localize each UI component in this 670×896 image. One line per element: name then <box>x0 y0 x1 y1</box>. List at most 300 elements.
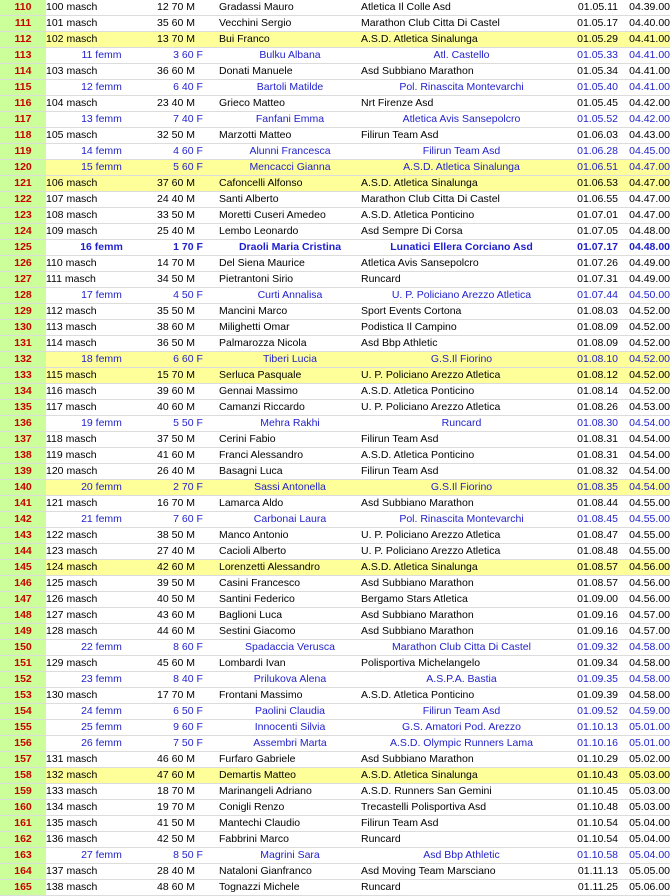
category-cell: 40 60 M <box>157 401 195 413</box>
pace-cell: 04.50.00 <box>629 289 670 301</box>
pace-cell: 04.58.00 <box>629 689 670 701</box>
pace-cell: 04.57.00 <box>629 609 670 621</box>
gender-rank-cell: 13 femm <box>81 113 122 125</box>
gender-rank-cell: 113 masch <box>46 321 97 333</box>
position-cell: 129 <box>0 304 46 320</box>
athlete-name-cell: Fabbrini Marco <box>219 833 290 845</box>
athlete-name-cell: Santini Federico <box>219 593 295 605</box>
club-cell: Filirun Team Asd <box>361 433 439 445</box>
gender-rank-cell: 127 masch <box>46 609 98 621</box>
position-cell: 114 <box>0 64 46 80</box>
category-cell: 4 60 F <box>173 145 203 157</box>
athlete-name-cell: Milighetti Omar <box>219 321 290 333</box>
club-cell: A.S.D. Atletica Ponticino <box>361 689 475 701</box>
time-cell: 01.10.13 <box>577 721 618 733</box>
athlete-name-cell: Casini Francesco <box>219 577 301 589</box>
pace-cell: 04.48.00 <box>629 241 670 253</box>
gender-rank-cell: 17 femm <box>81 289 122 301</box>
gender-rank-cell: 24 femm <box>81 705 122 717</box>
time-cell: 01.05.33 <box>577 49 618 61</box>
table-row <box>0 80 670 96</box>
gender-rank-cell: 100 masch <box>46 1 98 13</box>
position-cell: 137 <box>0 432 46 448</box>
gender-rank-cell: 136 masch <box>46 833 98 845</box>
club-cell: Asd Subbiano Marathon <box>361 497 474 509</box>
position-cell: 148 <box>0 608 46 624</box>
time-cell: 01.10.54 <box>577 817 618 829</box>
position-cell: 130 <box>0 320 46 336</box>
table-row <box>0 256 670 272</box>
time-cell: 01.09.00 <box>577 593 618 605</box>
athlete-name-cell: Lorenzetti Alessandro <box>219 560 361 576</box>
time-cell: 01.08.09 <box>577 321 618 333</box>
pace-cell: 04.52.00 <box>629 321 670 333</box>
table-row <box>0 128 670 144</box>
club-cell: Polisportiva Michelangelo <box>361 657 481 669</box>
pace-cell: 05.04.00 <box>629 849 670 861</box>
club-cell: U. P. Policiano Arezzo Atletica <box>361 529 501 541</box>
athlete-name-cell: Basagni Luca <box>219 465 283 477</box>
athlete-name-cell: Furfaro Gabriele <box>219 753 296 765</box>
gender-rank-cell: 137 masch <box>46 865 98 877</box>
club-cell: G.S.Il Fiorino <box>361 480 562 496</box>
club-cell: G.S. Amatori Pod. Arezzo <box>401 721 522 733</box>
category-cell: 14 70 M <box>157 257 195 269</box>
time-cell: 01.06.53 <box>562 176 618 192</box>
time-cell: 01.08.45 <box>577 513 618 525</box>
club-cell: U. P. Policiano Arezzo Atletica <box>391 289 532 301</box>
gender-rank-cell: 131 masch <box>46 753 98 765</box>
position-cell: 123 <box>0 208 46 224</box>
position-cell: 111 <box>0 16 46 32</box>
club-cell: U. P. Policiano Arezzo Atletica <box>361 545 501 557</box>
table-row <box>0 848 670 864</box>
time-cell: 01.06.28 <box>577 145 618 157</box>
club-cell: Runcard <box>361 881 401 893</box>
time-cell: 01.08.03 <box>577 305 618 317</box>
pace-cell: 04.55.00 <box>629 545 670 557</box>
pace-cell: 04.53.00 <box>629 401 670 413</box>
category-cell: 6 40 F <box>173 81 203 93</box>
position-cell: 118 <box>0 128 46 144</box>
club-cell: Filirun Team Asd <box>422 145 501 157</box>
category-cell: 7 50 F <box>173 737 203 749</box>
pace-cell: 05.05.00 <box>629 865 670 877</box>
time-cell: 01.07.01 <box>577 209 618 221</box>
time-cell: 01.05.11 <box>577 1 618 13</box>
pace-cell: 04.41.00 <box>629 65 670 77</box>
gender-rank-cell: 116 masch <box>46 385 97 397</box>
gender-rank-cell: 21 femm <box>81 513 122 525</box>
club-cell: Asd Subbiano Marathon <box>361 625 474 637</box>
table-row <box>0 864 670 880</box>
category-cell: 33 50 M <box>157 209 195 221</box>
time-cell: 01.05.17 <box>577 17 618 29</box>
athlete-name-cell: Serluca Pasquale <box>219 368 361 384</box>
pace-cell: 04.52.00 <box>618 368 670 384</box>
club-cell: Trecastelli Polisportiva Asd <box>361 801 487 813</box>
table-row <box>0 208 670 224</box>
category-cell: 44 60 M <box>157 625 195 637</box>
gender-rank-cell: 122 masch <box>46 529 98 541</box>
time-cell: 01.08.30 <box>577 417 618 429</box>
time-cell: 01.09.39 <box>577 689 618 701</box>
time-cell: 01.07.31 <box>577 273 618 285</box>
time-cell: 01.08.44 <box>577 497 618 509</box>
gender-rank-cell: 115 masch <box>46 368 157 384</box>
pace-cell: 04.49.00 <box>629 257 670 269</box>
table-row <box>0 832 670 848</box>
position-cell: 141 <box>0 496 46 512</box>
club-cell: Atletica Avis Sansepolcro <box>361 257 479 269</box>
athlete-name-cell: Moretti Cuseri Amedeo <box>219 209 326 221</box>
pace-cell: 04.58.00 <box>629 673 670 685</box>
table-row <box>0 16 670 32</box>
table-row <box>0 560 670 576</box>
club-cell: Bergamo Stars Atletica <box>361 593 468 605</box>
table-row <box>0 448 670 464</box>
pace-cell: 04.58.00 <box>629 657 670 669</box>
category-cell: 42 50 M <box>157 833 195 845</box>
gender-rank-cell: 11 femm <box>81 49 122 61</box>
category-cell: 45 60 M <box>157 657 195 669</box>
table-row <box>0 400 670 416</box>
time-cell: 01.08.57 <box>577 577 618 589</box>
athlete-name-cell: Assembri Marta <box>253 737 327 749</box>
pace-cell: 04.41.00 <box>629 49 670 61</box>
table-row <box>0 432 670 448</box>
table-row <box>0 512 670 528</box>
gender-rank-cell: 103 masch <box>46 65 98 77</box>
club-cell: Filirun Team Asd <box>361 129 439 141</box>
pace-cell: 04.41.00 <box>629 81 670 93</box>
table-row <box>0 464 670 480</box>
position-cell: 145 <box>0 560 46 576</box>
athlete-name-cell: Mencacci Gianna <box>219 160 361 176</box>
club-cell: A.S.D. Atletica Ponticino <box>361 385 475 397</box>
position-cell: 115 <box>0 80 46 96</box>
club-cell: Filirun Team Asd <box>361 465 439 477</box>
time-cell: 01.10.48 <box>577 801 618 813</box>
athlete-name-cell: Tiberi Lucia <box>219 352 361 368</box>
category-cell: 26 40 M <box>157 465 195 477</box>
athlete-name-cell: Magrini Sara <box>260 849 320 861</box>
table-row <box>0 384 670 400</box>
position-cell: 121 <box>0 176 46 192</box>
position-cell: 128 <box>0 288 46 304</box>
category-cell: 47 60 M <box>157 768 219 784</box>
club-cell: Runcard <box>361 273 401 285</box>
pace-cell: 04.47.00 <box>618 160 670 176</box>
position-cell: 160 <box>0 800 46 816</box>
gender-rank-cell: 16 femm <box>80 241 123 253</box>
table-row <box>0 0 670 16</box>
table-row <box>0 304 670 320</box>
pace-cell: 04.54.00 <box>629 449 670 461</box>
table-row <box>0 288 670 304</box>
time-cell: 01.07.26 <box>577 257 618 269</box>
club-cell: Atletica Avis Sansepolcro <box>402 113 521 125</box>
gender-rank-cell: 121 masch <box>46 497 98 509</box>
club-cell: A.S.D. Runners San Gemini <box>361 785 492 797</box>
athlete-name-cell: Camanzi Riccardo <box>219 401 305 413</box>
pace-cell: 05.06.00 <box>629 881 670 893</box>
club-cell: Runcard <box>361 833 401 845</box>
time-cell: 01.07.17 <box>577 241 618 253</box>
pace-cell: 04.39.00 <box>629 1 670 13</box>
table-row <box>0 336 670 352</box>
category-cell: 46 60 M <box>157 753 195 765</box>
club-cell: A.S.D. Atletica Ponticino <box>361 449 475 461</box>
category-cell: 17 70 M <box>157 689 195 701</box>
athlete-name-cell: Spadaccia Verusca <box>245 641 335 653</box>
position-cell: 164 <box>0 864 46 880</box>
time-cell: 01.06.51 <box>562 160 618 176</box>
position-cell: 136 <box>0 416 46 432</box>
time-cell: 01.08.31 <box>577 449 618 461</box>
time-cell: 01.10.43 <box>562 768 618 784</box>
table-row <box>0 96 670 112</box>
gender-rank-cell: 118 masch <box>46 433 97 445</box>
athlete-name-cell: Santi Alberto <box>219 193 279 205</box>
time-cell: 01.08.09 <box>577 337 618 349</box>
position-cell: 119 <box>0 144 46 160</box>
category-cell: 4 50 F <box>173 289 203 301</box>
table-row <box>0 608 670 624</box>
table-row <box>0 592 670 608</box>
club-cell: A.S.D. Atletica Sinalunga <box>361 32 562 48</box>
position-cell: 165 <box>0 880 46 896</box>
gender-rank-cell: 19 femm <box>81 417 122 429</box>
gender-rank-cell: 27 femm <box>81 849 122 861</box>
table-row <box>0 320 670 336</box>
gender-rank-cell: 134 masch <box>46 801 98 813</box>
gender-rank-cell: 129 masch <box>46 657 98 669</box>
position-cell: 110 <box>0 0 46 16</box>
time-cell: 01.05.45 <box>577 97 618 109</box>
athlete-name-cell: Tognazzi Michele <box>219 881 300 893</box>
pace-cell: 04.54.00 <box>629 417 670 429</box>
athlete-name-cell: Alunni Francesca <box>249 145 331 157</box>
pace-cell: 04.42.00 <box>629 97 670 109</box>
club-cell: Asd Moving Team Marsciano <box>361 865 496 877</box>
category-cell: 16 70 M <box>157 497 195 509</box>
club-cell: Filirun Team Asd <box>422 705 501 717</box>
pace-cell: 04.52.00 <box>629 337 670 349</box>
time-cell: 01.11.13 <box>577 865 618 877</box>
gender-rank-cell: 124 masch <box>46 560 157 576</box>
athlete-name-cell: Vecchini Sergio <box>219 17 292 29</box>
table-row <box>0 816 670 832</box>
position-cell: 154 <box>0 704 46 720</box>
time-cell: 01.07.05 <box>577 225 618 237</box>
gender-rank-cell: 14 femm <box>81 145 122 157</box>
category-cell: 8 40 F <box>173 673 203 685</box>
time-cell: 01.08.12 <box>562 368 618 384</box>
position-cell: 152 <box>0 672 46 688</box>
athlete-name-cell: Bartoli Matilde <box>256 81 324 93</box>
athlete-name-cell: Mantechi Claudio <box>219 817 301 829</box>
pace-cell: 04.42.00 <box>629 113 670 125</box>
athlete-name-cell: Frontani Massimo <box>219 689 303 701</box>
pace-cell: 05.01.00 <box>629 737 670 749</box>
category-cell: 38 60 M <box>157 321 195 333</box>
time-cell: 01.06.03 <box>577 129 618 141</box>
category-cell: 3 60 F <box>173 49 203 61</box>
gender-rank-cell: 106 masch <box>46 176 157 192</box>
club-cell: Asd Subbiano Marathon <box>361 609 474 621</box>
category-cell: 13 70 M <box>157 32 219 48</box>
table-row <box>0 544 670 560</box>
time-cell: 01.05.52 <box>577 113 618 125</box>
category-cell: 18 70 M <box>157 785 195 797</box>
athlete-name-cell: Cerini Fabio <box>219 433 276 445</box>
athlete-name-cell: Gennai Massimo <box>219 385 298 397</box>
pace-cell: 04.43.00 <box>629 129 670 141</box>
pace-cell: 04.47.00 <box>629 209 670 221</box>
pace-cell: 04.54.00 <box>629 465 670 477</box>
position-cell: 142 <box>0 512 46 528</box>
category-cell: 23 40 M <box>157 97 195 109</box>
table-row <box>0 144 670 160</box>
gender-rank-cell: 133 masch <box>46 785 98 797</box>
pace-cell: 04.52.00 <box>629 305 670 317</box>
table-row <box>0 784 670 800</box>
athlete-name-cell: Sassi Antonella <box>219 480 361 496</box>
table-row <box>0 496 670 512</box>
category-cell: 6 50 F <box>173 705 203 717</box>
gender-rank-cell: 107 masch <box>46 193 98 205</box>
athlete-name-cell: Bui Franco <box>219 32 361 48</box>
time-cell: 01.08.35 <box>562 480 618 496</box>
position-cell: 159 <box>0 784 46 800</box>
athlete-name-cell: Demartis Matteo <box>219 768 361 784</box>
category-cell: 42 60 M <box>157 560 219 576</box>
club-cell: Asd Bbp Athletic <box>361 337 438 349</box>
pace-cell: 04.55.00 <box>629 529 670 541</box>
position-cell: 120 <box>0 160 46 176</box>
position-cell: 127 <box>0 272 46 288</box>
gender-rank-cell: 138 masch <box>46 881 98 893</box>
athlete-name-cell: Sestini Giacomo <box>219 625 296 637</box>
pace-cell: 04.57.00 <box>629 625 670 637</box>
category-cell: 9 60 F <box>173 721 203 733</box>
position-cell: 134 <box>0 384 46 400</box>
time-cell: 01.09.16 <box>577 609 618 621</box>
position-cell: 150 <box>0 640 46 656</box>
time-cell: 01.09.34 <box>577 657 618 669</box>
club-cell: Podistica Il Campino <box>361 321 457 333</box>
athlete-name-cell: Innocenti Silvia <box>254 721 326 733</box>
table-row <box>0 688 670 704</box>
position-cell: 125 <box>0 240 46 256</box>
athlete-name-cell: Nataloni Gianfranco <box>219 865 312 877</box>
club-cell: A.S.P.A. Bastia <box>426 673 497 685</box>
athlete-name-cell: Conigli Renzo <box>219 801 285 813</box>
pace-cell: 04.49.00 <box>629 273 670 285</box>
gender-rank-cell: 20 femm <box>46 480 157 496</box>
category-cell: 36 50 M <box>157 337 195 349</box>
time-cell: 01.08.31 <box>577 433 618 445</box>
table-row <box>0 720 670 736</box>
pace-cell: 05.03.00 <box>618 768 670 784</box>
position-cell: 147 <box>0 592 46 608</box>
category-cell: 6 60 F <box>157 352 219 368</box>
pace-cell: 05.03.00 <box>629 785 670 797</box>
gender-rank-cell: 22 femm <box>81 641 122 653</box>
time-cell: 01.09.16 <box>577 625 618 637</box>
athlete-name-cell: Del Siena Maurice <box>219 257 305 269</box>
gender-rank-cell: 25 femm <box>81 721 122 733</box>
club-cell: A.S.D. Atletica Sinalunga <box>361 560 562 576</box>
athlete-name-cell: Bulku Albana <box>259 49 321 61</box>
gender-rank-cell: 26 femm <box>81 737 122 749</box>
position-cell: 131 <box>0 336 46 352</box>
table-row <box>0 736 670 752</box>
category-cell: 35 60 M <box>157 17 195 29</box>
pace-cell: 04.54.00 <box>629 433 670 445</box>
position-cell: 139 <box>0 464 46 480</box>
time-cell: 01.08.10 <box>562 352 618 368</box>
pace-cell: 05.02.00 <box>629 753 670 765</box>
gender-rank-cell: 128 masch <box>46 625 98 637</box>
category-cell: 8 60 F <box>173 641 203 653</box>
club-cell: A.S.D. Atletica Sinalunga <box>361 768 562 784</box>
gender-rank-cell: 117 masch <box>46 401 97 413</box>
club-cell: Pol. Rinascita Montevarchi <box>399 81 524 93</box>
pace-cell: 04.58.00 <box>629 641 670 653</box>
pace-cell: 04.40.00 <box>629 17 670 29</box>
athlete-name-cell: Marinangeli Adriano <box>219 785 312 797</box>
club-cell: Marathon Club Citta Di Castel <box>361 17 500 29</box>
position-cell: 116 <box>0 96 46 112</box>
position-cell: 135 <box>0 400 46 416</box>
athlete-name-cell: Carbonai Laura <box>253 513 327 525</box>
gender-rank-cell: 12 femm <box>81 81 122 93</box>
time-cell: 01.10.54 <box>577 833 618 845</box>
pace-cell: 04.52.00 <box>618 352 670 368</box>
pace-cell: 05.04.00 <box>629 833 670 845</box>
pace-cell: 05.04.00 <box>629 817 670 829</box>
time-cell: 01.10.58 <box>577 849 618 861</box>
pace-cell: 04.55.00 <box>629 497 670 509</box>
club-cell: A.S.D. Olympic Runners Lama <box>390 737 533 749</box>
table-row <box>0 64 670 80</box>
table-row <box>0 48 670 64</box>
table-row <box>0 32 670 48</box>
position-cell: 153 <box>0 688 46 704</box>
category-cell: 39 50 M <box>157 577 195 589</box>
gender-rank-cell: 125 masch <box>46 577 98 589</box>
category-cell: 2 70 F <box>157 480 219 496</box>
time-cell: 01.09.32 <box>577 641 618 653</box>
gender-rank-cell: 126 masch <box>46 593 98 605</box>
pace-cell: 05.01.00 <box>629 721 670 733</box>
club-cell: A.S.D. Atletica Ponticino <box>361 209 475 221</box>
category-cell: 5 60 F <box>157 160 219 176</box>
category-cell: 28 40 M <box>157 865 195 877</box>
category-cell: 43 60 M <box>157 609 195 621</box>
position-cell: 138 <box>0 448 46 464</box>
gender-rank-cell: 112 masch <box>46 305 97 317</box>
category-cell: 41 50 M <box>157 817 195 829</box>
club-cell: Asd Subbiano Marathon <box>361 753 474 765</box>
table-row <box>0 624 670 640</box>
table-row <box>0 800 670 816</box>
gender-rank-cell: 109 masch <box>46 225 98 237</box>
club-cell: Asd Bbp Athletic <box>423 849 500 861</box>
athlete-name-cell: Fanfani Emma <box>255 113 325 125</box>
